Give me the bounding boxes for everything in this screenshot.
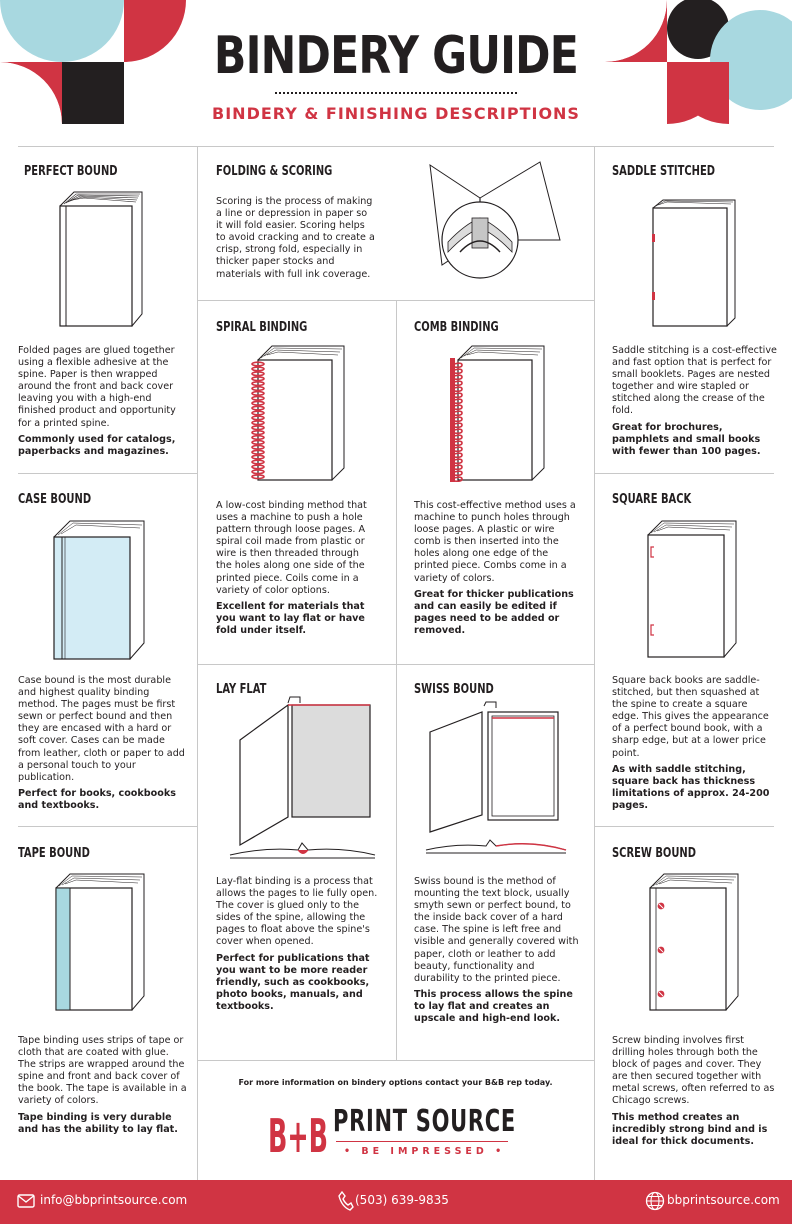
square-back-description <box>612 675 777 812</box>
grid-row-rule <box>595 473 774 474</box>
grid-row-rule <box>18 826 197 827</box>
perfect-bound-use: Commonly used for catalogs, paperbacks and magazines. <box>18 433 176 457</box>
grid-row-rule <box>198 664 594 665</box>
spiral-binding-heading: SPIRAL BINDING <box>216 320 308 335</box>
bb-logo-text: B+B <box>268 1109 328 1163</box>
grid-row-rule <box>198 1060 594 1061</box>
spiral-binding-book-illustration <box>240 340 350 485</box>
grid-row-rule <box>198 300 594 301</box>
tape-bound-heading: TAPE BOUND <box>18 846 90 861</box>
brand-name: PRINT SOURCE <box>333 1104 516 1139</box>
comb-binding-use: Great for thicker publications and can easily be edited if pages need to be added or removed. <box>414 588 574 636</box>
grid-col-divider-left <box>197 146 198 1180</box>
lay-flat-heading: LAY FLAT <box>216 682 267 697</box>
lay-flat-book-illustration <box>230 695 380 865</box>
bb-logo <box>268 1104 330 1163</box>
folding-scoring-text: Scoring is the process of making a line or depression in paper so it will fold easier. Scoring helps to avoid cracking and to create a crisp, strong fold, especially in thicker paper stocks and materials with full ink coverage. <box>216 196 375 280</box>
case-bound-heading: CASE BOUND <box>18 492 92 507</box>
perfect-bound-book-illustration <box>50 190 146 330</box>
swiss-bound-text: Swiss bound is the method of mounting the text block, usually smyth sewn or perfect bound, to the inside back cover of a hard case. The spine is left free and visible and generally covered with paper, cloth or leather to add beauty, functionality and durability to the printed piece. <box>414 876 579 984</box>
perfect-bound-description <box>18 345 188 458</box>
spiral-binding-description <box>216 500 376 637</box>
tape-bound-book-illustration <box>48 868 148 1018</box>
case-bound-text: Case bound is the most durable and highest quality binding method. The pages must be first sewn or perfect bound and then they are encased with a hard or soft cover. Cases can be made from leather, cloth or paper to add a personal touch to your publication. <box>18 675 185 783</box>
tape-bound-text: Tape binding uses strips of tape or cloth that are coated with glue. The strips are wrapped around the spine and front and back cover of the book. The tape is available in a variety of colors. <box>18 1035 187 1107</box>
lay-flat-description <box>216 876 381 1013</box>
saddle-stitched-book-illustration <box>645 192 741 332</box>
folding-scoring-heading: FOLDING & SCORING <box>216 164 333 179</box>
page-subtitle: BINDERY & FINISHING DESCRIPTIONS <box>212 104 580 123</box>
footer-phone-link[interactable]: (503) 639-9835 <box>355 1193 449 1207</box>
square-back-text: Square back books are saddle-stitched, but then squashed at the spine to create a square edge. This gives the appearance of a perfect bound book, with a sharp edge, but at a lower price point. <box>612 675 769 759</box>
screw-bound-description <box>612 1035 777 1148</box>
footer-website-link[interactable]: bbprintsource.com <box>667 1193 780 1207</box>
grid-top-rule <box>18 146 774 147</box>
globe-icon <box>645 1191 665 1211</box>
saddle-stitched-use: Great for brochures, pamphlets and small books with fewer than 100 pages. <box>612 421 761 457</box>
brand-tagline: • BE IMPRESSED • <box>344 1146 506 1157</box>
mail-icon <box>17 1194 35 1208</box>
spiral-binding-text: A low-cost binding method that uses a machine to push a hole pattern through loose pages. A spiral coil made from plastic or wire is then threaded through the holes along one side of the printed piece. Coils come in a variety of color options. <box>216 500 367 596</box>
grid-col-divider-center <box>396 300 397 1060</box>
screw-bound-heading: SCREW BOUND <box>612 846 697 861</box>
contact-note: For more information on bindery options contact your B&B rep today. <box>238 1078 553 1087</box>
case-bound-use: Perfect for books, cookbooks and textbooks. <box>18 787 176 811</box>
screw-bound-book-illustration <box>642 868 742 1018</box>
comb-binding-heading: COMB BINDING <box>414 320 499 335</box>
perfect-bound-text: Folded pages are glued together using a flexible adhesive at the spine. Paper is then wrapped around the front and back cover leaving you with a high-end finished product and opportunity for a printed spine. <box>18 345 176 429</box>
footer-bar <box>0 1180 792 1224</box>
grid-row-rule <box>595 826 774 827</box>
perfect-bound-heading: PERFECT BOUND <box>24 164 118 179</box>
saddle-stitched-text: Saddle stitching is a cost-effective and fast option that is perfect for small booklets. Pages are nested together and wire stapled or stitched along the crease of the fold. <box>612 345 777 417</box>
footer-email-link[interactable]: info@bbprintsource.com <box>40 1193 188 1207</box>
grid-col-divider-right <box>594 146 595 1180</box>
square-back-heading: SQUARE BACK <box>612 492 692 507</box>
case-bound-book-illustration <box>46 515 150 665</box>
grid-row-rule <box>18 473 197 474</box>
tape-bound-use: Tape binding is very durable and has the ability to lay flat. <box>18 1111 178 1135</box>
saddle-stitched-description <box>612 345 777 458</box>
title-divider <box>275 92 517 94</box>
swiss-bound-description <box>414 876 579 1025</box>
comb-binding-text: This cost-effective method uses a machine to punch holes through loose pages. A plastic or wire comb is then inserted into the holes along one edge of the printed piece. Combs come in a variety of colors. <box>414 500 576 584</box>
screw-bound-text: Screw binding involves first drilling holes through both the block of pages and cover. They are then secured together with metal screws, often referred to as Chicago screws. <box>612 1035 775 1107</box>
page-title: BINDERY GUIDE <box>213 26 579 86</box>
swiss-bound-book-illustration <box>426 700 576 865</box>
square-back-use: As with saddle stitching, square back has thickness limitations of approx. 24-200 pages. <box>612 763 770 811</box>
square-back-book-illustration <box>640 515 740 665</box>
brand-divider <box>336 1141 508 1142</box>
comb-binding-book-illustration <box>440 340 550 485</box>
folding-scoring-illustration <box>420 160 570 285</box>
spiral-binding-use: Excellent for materials that you want to lay flat or have fold under itself. <box>216 600 365 636</box>
saddle-stitched-heading: SADDLE STITCHED <box>612 164 716 179</box>
tape-bound-description <box>18 1035 188 1136</box>
lay-flat-text: Lay-flat binding is a process that allows the pages to lie fully open. The cover is glued only to the sides of the spine, allowing the pages to float above the spine's cover when opened. <box>216 876 378 948</box>
screw-bound-use: This method creates an incredibly strong bind and is ideal for thick documents. <box>612 1111 768 1147</box>
case-bound-description <box>18 675 188 812</box>
swiss-bound-use: This process allows the spine to lay flat and creates an upscale and high-end look. <box>414 988 573 1025</box>
phone-icon <box>338 1191 354 1211</box>
folding-scoring-description <box>216 196 376 281</box>
comb-binding-description <box>414 500 579 637</box>
lay-flat-use: Perfect for publications that you want to be more reader friendly, such as cookbooks, photo books, manuals, and textbooks. <box>216 952 370 1012</box>
swiss-bound-heading: SWISS BOUND <box>414 682 494 697</box>
